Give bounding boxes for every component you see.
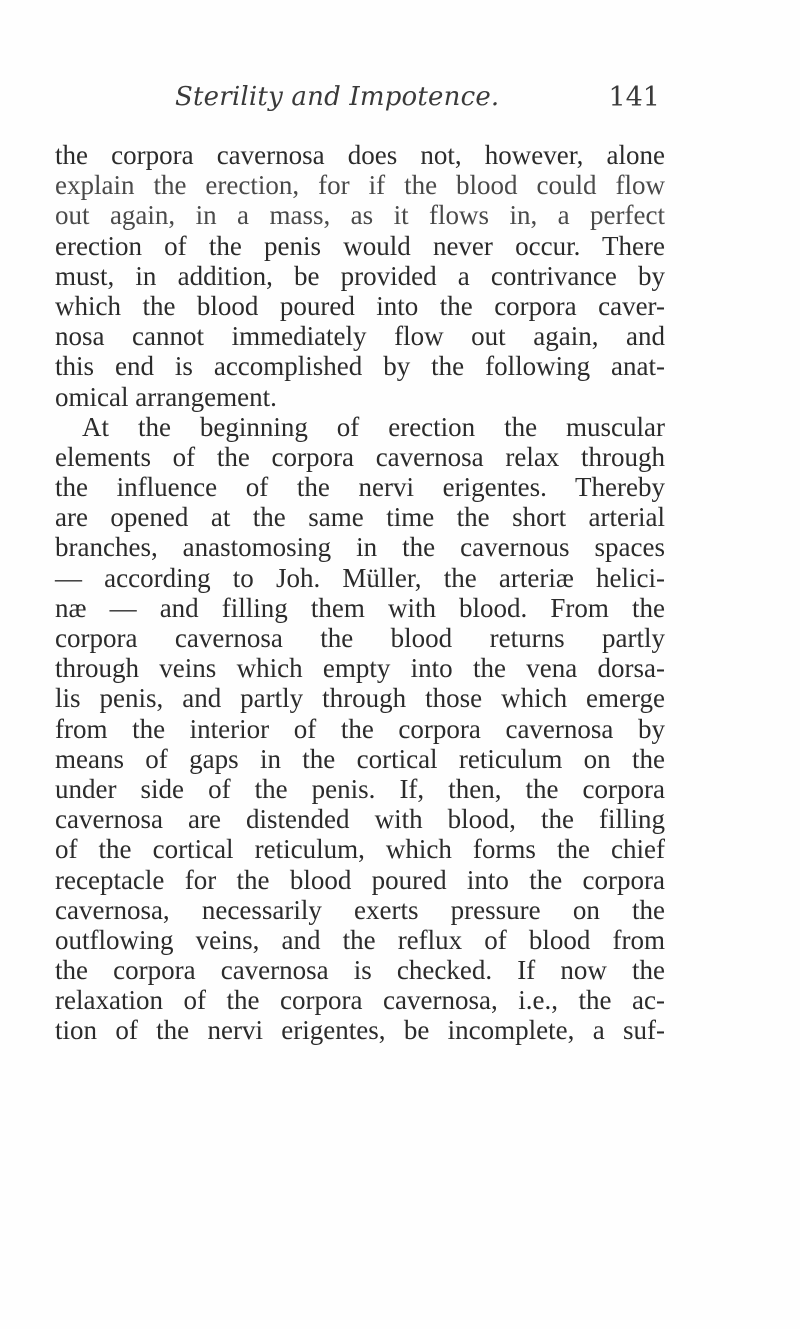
text-line: explain the erection, for if the blood could flow	[55, 170, 665, 201]
paragraph-start-line: At the beginning of erection the muscular	[82, 411, 665, 442]
running-header	[175, 80, 660, 120]
text-line: elements of the corpora cavernosa relax through	[55, 441, 665, 472]
text-line: branches, anastomosing in the cavernous spaces	[55, 532, 665, 563]
text-line: erection of the penis would never occur. There	[55, 230, 665, 261]
text-line: tion of the nervi erigentes, be incomplete, a suf-	[55, 1015, 665, 1046]
body-text	[55, 140, 665, 1046]
text-line: cavernosa are distended with blood, the filling	[55, 804, 665, 835]
text-line: under side of the penis. If, then, the corpora	[55, 773, 665, 804]
text-line: relaxation of the corpora cavernosa, i.e., the ac-	[55, 985, 665, 1016]
text-line: nosa cannot immediately flow out again, and	[55, 321, 665, 352]
text-line: outflowing veins, and the reflux of blood from	[55, 924, 665, 955]
text-line: — according to Joh. Müller, the arteriæ helici-	[55, 562, 665, 593]
text-line: are opened at the same time the short arterial	[55, 502, 665, 533]
text-line: the corpora cavernosa does not, however, alone	[55, 140, 665, 170]
page-number: 141	[608, 82, 660, 113]
running-title: Sterility and Impotence.	[175, 82, 500, 112]
text-line: this end is accomplished by the following anat-	[55, 351, 665, 382]
text-line: the influence of the nervi erigentes. Thereby	[55, 472, 665, 503]
text-line: receptacle for the blood poured into the corpora	[55, 864, 665, 895]
text-line: through veins which empty into the vena dorsa-	[55, 653, 665, 684]
text-line: from the interior of the corpora cavernosa by	[55, 713, 665, 744]
text-line: corpora cavernosa the blood returns partly	[55, 623, 665, 653]
text-line: lis penis, and partly through those which emerge	[55, 683, 665, 714]
text-line: omical arrangement.	[55, 381, 277, 412]
text-line: must, in addition, be provided a contrivance by	[55, 260, 665, 291]
text-line: of the cortical reticulum, which forms the chief	[55, 834, 665, 865]
text-line: out again, in a mass, as it flows in, a perfect	[55, 200, 665, 231]
text-line: cavernosa, necessarily exerts pressure on the	[55, 894, 665, 925]
text-line: næ — and filling them with blood. From the	[55, 592, 665, 623]
text-line: the corpora cavernosa is checked. If now the	[55, 955, 665, 986]
text-line: which the blood poured into the corpora caver-	[55, 290, 665, 321]
text-line: means of gaps in the cortical reticulum on the	[55, 743, 665, 774]
